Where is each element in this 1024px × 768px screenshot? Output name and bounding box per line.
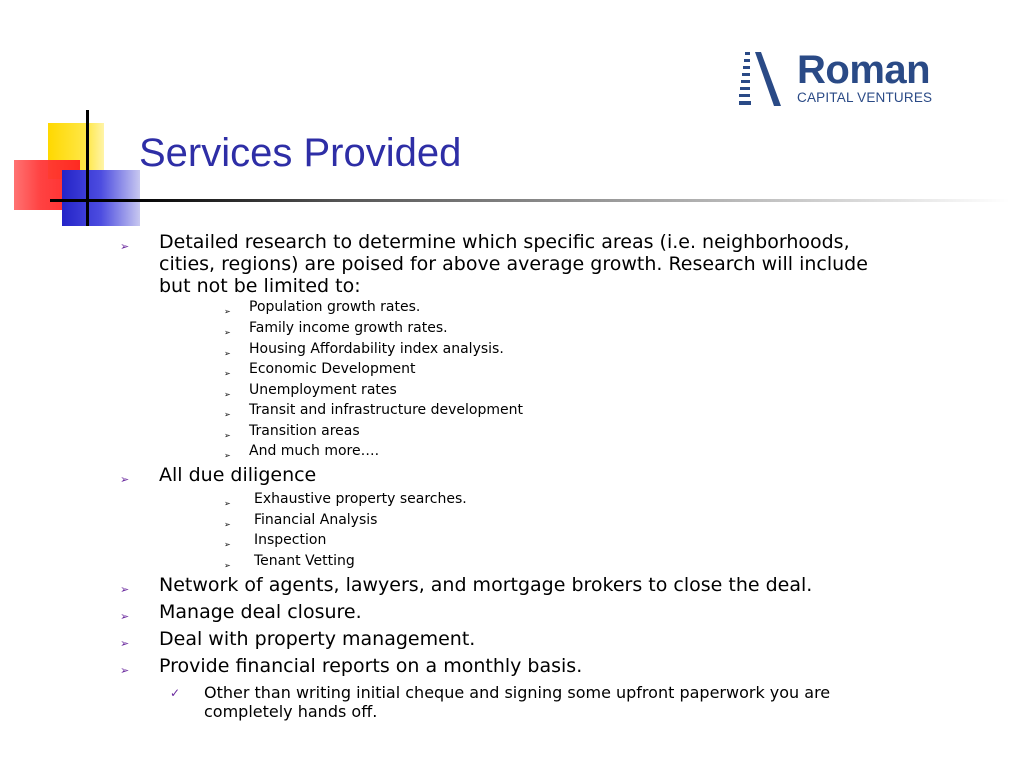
logo-name: Roman <box>797 48 931 92</box>
list-item <box>224 381 397 399</box>
logo-mark-icon <box>739 50 783 108</box>
chevron-bullet-icon: ➢ <box>224 369 231 378</box>
list-item <box>224 422 360 440</box>
list-item-text: Detailed research to determine which specific areas (i.e. neighborhoods, cities, regions) are poised for above average growth. Research will include but not be limited to: <box>159 231 868 297</box>
chevron-bullet-icon: ➢ <box>224 431 231 440</box>
logo-tagline: CAPITAL VENTURES <box>797 90 933 105</box>
list-item <box>224 511 377 529</box>
list-item <box>224 531 326 549</box>
list-item <box>120 628 475 650</box>
chevron-bullet-icon: ➢ <box>120 610 130 623</box>
list-item-text: Housing Affordability index analysis. <box>249 341 504 357</box>
list-item <box>224 442 379 460</box>
list-item <box>224 552 355 570</box>
chevron-bullet-icon: ➢ <box>120 664 130 677</box>
list-item <box>170 683 890 721</box>
slide-title: Services Provided <box>139 131 462 175</box>
decorative-blue-square <box>62 170 140 226</box>
title-underline <box>50 199 1010 202</box>
chevron-bullet-icon: ➢ <box>224 410 231 419</box>
list-item-text: Provide financial reports on a monthly basis. <box>159 655 583 677</box>
chevron-bullet-icon: ➢ <box>224 499 231 508</box>
chevron-bullet-icon: ➢ <box>224 307 231 316</box>
list-item-text: All due diligence <box>159 464 317 486</box>
chevron-bullet-icon: ➢ <box>120 240 130 253</box>
list-item-text: Financial Analysis <box>254 512 378 528</box>
list-item-text: Inspection <box>254 532 327 548</box>
list-item <box>224 298 420 316</box>
list-item-text: Deal with property management. <box>159 628 476 650</box>
chevron-bullet-icon: ➢ <box>224 390 231 399</box>
list-item <box>224 360 415 378</box>
list-item <box>224 490 467 508</box>
chevron-bullet-icon: ➢ <box>224 451 231 460</box>
chevron-bullet-icon: ➢ <box>120 473 130 486</box>
chevron-bullet-icon: ➢ <box>224 540 231 549</box>
list-item-text: Transit and infrastructure development <box>249 402 523 418</box>
list-item-text: Exhaustive property searches. <box>254 491 467 507</box>
list-item <box>224 340 504 358</box>
checkmark-bullet-icon: ✓ <box>170 686 181 700</box>
list-item-text: Manage deal closure. <box>159 601 362 623</box>
list-item <box>120 574 812 596</box>
chevron-bullet-icon: ➢ <box>224 520 231 529</box>
list-item <box>120 655 582 677</box>
chevron-bullet-icon: ➢ <box>224 349 231 358</box>
chevron-bullet-icon: ➢ <box>120 583 130 596</box>
decorative-vertical-line <box>86 110 89 226</box>
list-item <box>224 401 523 419</box>
list-item-text: Unemployment rates <box>249 382 397 398</box>
list-item-text: And much more…. <box>249 443 380 459</box>
list-item-text: Transition areas <box>249 423 360 439</box>
list-item <box>120 464 316 486</box>
list-item <box>224 319 448 337</box>
chevron-bullet-icon: ➢ <box>120 637 130 650</box>
company-logo <box>739 50 969 110</box>
list-item-text: Other than writing initial cheque and signing some upfront paperwork you are completely hands off. <box>204 683 831 721</box>
list-item-text: Population growth rates. <box>249 299 421 315</box>
chevron-bullet-icon: ➢ <box>224 328 231 337</box>
list-item-text: Economic Development <box>249 361 416 377</box>
list-item-text: Family income growth rates. <box>249 320 448 336</box>
list-item <box>120 231 890 297</box>
list-item <box>120 601 362 623</box>
list-item-text: Tenant Vetting <box>254 553 355 569</box>
list-item-text: Network of agents, lawyers, and mortgage brokers to close the deal. <box>159 574 813 596</box>
chevron-bullet-icon: ➢ <box>224 561 231 570</box>
